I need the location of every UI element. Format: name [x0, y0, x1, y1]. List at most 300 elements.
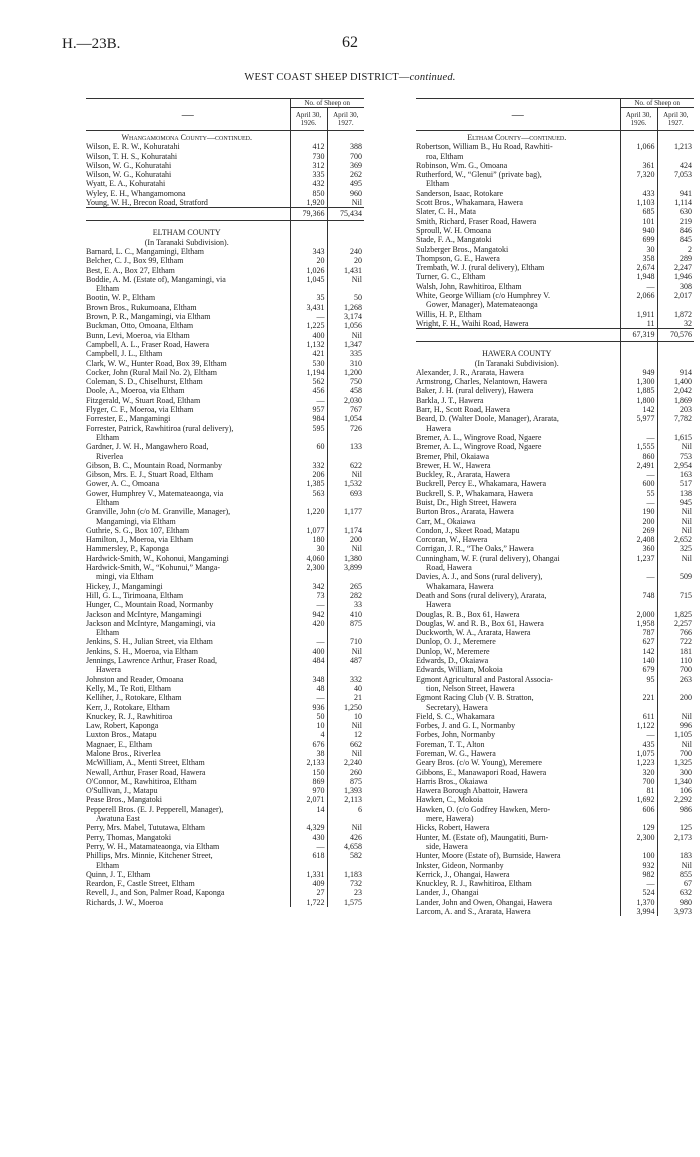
table-row	[86, 582, 364, 591]
sheep-1926-cell	[290, 572, 327, 581]
table-row	[86, 349, 364, 358]
sheep-1926-cell: 400	[290, 331, 327, 340]
table-row	[86, 628, 364, 637]
sheep-1927-cell: 260	[350, 767, 362, 777]
owner-cell: Pease Bros., Mangatoki	[86, 795, 162, 805]
owner-cell: Cocker, John (Rural Mail No. 2), Eltham	[86, 367, 217, 377]
sheep-1926-cell: 1,385	[290, 479, 327, 488]
owner-cell: Buckrell, S. P., Whakamara, Hawera	[416, 488, 533, 498]
owner-cell: Hawera	[426, 423, 451, 433]
owner-cell: Foreman, W. G., Hawera	[416, 749, 496, 758]
sheep-1927-cell: 183	[680, 851, 692, 861]
owner-cell: Eltham	[96, 284, 120, 294]
sheep-1926-cell: 412	[290, 142, 327, 151]
owner-cell: Reardon, F., Castle Street, Eltham	[86, 879, 195, 889]
owner-cell: Jackson and McIntyre, Mangamingi, via	[86, 618, 216, 628]
sheep-1926-cell	[620, 359, 657, 368]
sheep-1927-cell	[657, 814, 694, 823]
sheep-1927-cell	[327, 861, 364, 870]
sheep-1926-cell: 4,060	[290, 554, 327, 563]
sheep-1927-cell: 33	[354, 600, 362, 610]
sheep-1926-cell	[620, 684, 657, 693]
owner-cell: Phillips, Mrs. Minnie, Kitchener Street,	[86, 851, 213, 861]
table-row	[86, 461, 364, 470]
sheep-1926-cell: 606	[620, 805, 657, 814]
sheep-1927-cell: 21	[354, 693, 362, 703]
sheep-1926-cell: 2,491	[620, 461, 657, 470]
sheep-1927-cell: 700	[350, 151, 362, 161]
sheep-1927-cell: 1,869	[674, 395, 692, 405]
sheep-1927-cell: 2,292	[674, 795, 692, 805]
owner-cell: Slater, C. H., Mata	[416, 207, 476, 217]
table-row	[416, 396, 694, 405]
owner-cell: Forbes, J. and G. I., Normanby	[416, 721, 516, 731]
table-row	[416, 842, 694, 851]
sheep-1927-cell: 517	[680, 479, 692, 489]
table-row	[86, 198, 364, 208]
sheep-1927-cell: 855	[680, 869, 692, 879]
sheep-1927-cell: Nil	[351, 470, 362, 480]
sheep-1927-cell: 2,247	[674, 263, 692, 273]
sheep-1926-cell: 432	[290, 179, 327, 188]
sheep-1927-cell: 845	[680, 235, 692, 245]
sheep-group-header: No. of Sheep on	[290, 99, 364, 108]
sheep-1926-cell: 221	[620, 693, 657, 702]
sheep-1926-cell: 562	[290, 377, 327, 386]
owner-cell: Hawera	[96, 665, 121, 675]
table-row	[86, 321, 364, 330]
table-row	[416, 777, 694, 786]
sheep-1927-cell: 726	[350, 423, 362, 433]
table-row	[86, 591, 364, 600]
owner-cell: Eltham	[426, 179, 450, 189]
owner-cell: Luxton Bros., Matapu	[86, 730, 157, 740]
sheep-1926-cell: 48	[290, 684, 327, 693]
sheep-1926-cell	[290, 498, 327, 507]
sheep-1926-cell: 611	[620, 712, 657, 721]
table-row	[86, 470, 364, 479]
sheep-1926-cell: 2,066	[620, 291, 657, 300]
sheep-1926-cell	[620, 842, 657, 851]
owner-cell: Knuckey, R. J., Rawhitiroa	[86, 711, 173, 721]
table-row	[416, 730, 694, 739]
sheep-1927-cell: 1,393	[344, 786, 362, 796]
table-row	[86, 312, 364, 321]
table-row	[86, 777, 364, 786]
table-row	[416, 489, 694, 498]
table-row	[86, 684, 364, 693]
sheep-1927-cell: 2,240	[344, 758, 362, 768]
table-row	[416, 161, 694, 170]
sheep-1926-cell	[290, 238, 327, 247]
sheep-1926-cell: 81	[620, 786, 657, 795]
table-row	[416, 675, 694, 684]
sheep-1927-cell: 960	[350, 188, 362, 198]
sheep-1927-cell: 753	[680, 451, 692, 461]
sheep-1926-cell	[290, 131, 327, 143]
sheep-1927-cell: 1,183	[344, 869, 362, 879]
table-row	[416, 703, 694, 712]
owner-cell: Magnaer, E., Eltham	[86, 739, 153, 749]
owner-cell: Richards, J. W., Moeroa	[86, 897, 164, 907]
sheep-1926-cell: 699	[620, 235, 657, 244]
owner-cell: Wilson, E. R. W., Kohuratahi	[86, 142, 180, 152]
sheep-1927-cell: Nil	[681, 516, 692, 526]
sheep-1927-cell: 163	[680, 470, 692, 480]
table-row	[86, 721, 364, 730]
sheep-1926-cell	[290, 452, 327, 461]
table-row	[416, 572, 694, 581]
sheep-1926-cell: 20	[290, 256, 327, 265]
owner-cell: Forrester, E., Mangamingi	[86, 414, 171, 424]
sheep-1927-cell: 32	[684, 318, 692, 328]
owner-cell: Dunlop, W., Meremere	[416, 646, 490, 656]
table-row	[416, 179, 694, 188]
table-row	[416, 823, 694, 832]
sheep-1926-cell	[290, 861, 327, 870]
sheep-1926-cell: 949	[620, 368, 657, 377]
sheep-1927-cell: Nil	[681, 739, 692, 749]
owner-cell: Scott Bros., Whakamara, Hawera	[416, 198, 523, 208]
sheep-1927-cell: 6	[358, 804, 362, 814]
sheep-1926-cell: 942	[290, 610, 327, 619]
table-row	[416, 656, 694, 665]
sheep-1927-cell: 1,105	[674, 730, 692, 740]
sheep-1926-cell: 679	[620, 665, 657, 674]
owner-cell: Gibson, B. C., Mountain Road, Normanby	[86, 460, 222, 470]
sheep-1927-cell: 700	[680, 665, 692, 675]
sheep-1927-cell: 632	[680, 888, 692, 898]
name-column-header: —	[416, 99, 620, 131]
sheep-1926-cell: 101	[620, 217, 657, 226]
sheep-1927-cell: 1,347	[344, 339, 362, 349]
owner-cell: Revell, J., and Son, Palmer Road, Kaponga	[86, 888, 225, 898]
table-row	[416, 814, 694, 823]
owner-cell: O'Sullivan, J., Matapu	[86, 786, 158, 796]
sheep-1927-cell: 289	[680, 253, 692, 263]
sheep-1927-cell	[327, 452, 364, 461]
table-row	[86, 284, 364, 293]
owner-cell: Hicks, Robert, Hawera	[416, 823, 490, 833]
owner-cell: Harris Bros., Okaiawa	[416, 776, 488, 786]
sheep-1927-cell: 10	[354, 711, 362, 721]
table-row	[86, 396, 364, 405]
sheep-1926-cell: 430	[290, 833, 327, 842]
sheep-1927-cell: 693	[350, 488, 362, 498]
sheep-1926-cell: 400	[290, 647, 327, 656]
table-row	[416, 888, 694, 897]
sheep-group-header: No. of Sheep on	[620, 99, 694, 108]
owner-cell: Dunlop, O. J., Meremere	[416, 637, 496, 647]
sheep-1927-cell	[657, 424, 694, 433]
sheep-1926-cell: —	[290, 693, 327, 702]
owner-cell: Brown Bros., Rukumoana, Eltham	[86, 302, 197, 312]
table-row	[416, 498, 694, 507]
sheep-1926-cell	[290, 433, 327, 442]
owner-cell: Larcom, A. and S., Ararata, Hawera	[416, 907, 531, 917]
sheep-1926-cell: 50	[290, 712, 327, 721]
sheep-1927-cell: 3,174	[344, 312, 362, 322]
owner-cell: Edwards, D., Okaiawa	[416, 656, 489, 666]
sheep-1927-cell	[657, 359, 694, 368]
owner-cell: Gower, Manager), Matemateaonga	[426, 300, 538, 310]
sheep-1926-cell: 150	[290, 768, 327, 777]
sheep-1926-cell: 420	[290, 619, 327, 628]
owner-cell: Young, W. H., Brecon Road, Stratford	[86, 198, 208, 208]
owner-cell: Gibbons, E., Manawapori Road, Hawera	[416, 767, 547, 777]
sheep-1926-cell: 936	[290, 703, 327, 712]
table-row	[416, 359, 694, 368]
sheep-1926-cell: 360	[620, 544, 657, 553]
owner-cell: Perry, Mrs. Mabel, Tututawa, Eltham	[86, 823, 206, 833]
owner-cell: Wilson, T. H. S., Kohuratahi	[86, 151, 178, 161]
sheep-1927-cell: 846	[680, 225, 692, 235]
table-row	[86, 161, 364, 170]
sheep-1927-cell: 7,782	[674, 414, 692, 424]
sheep-1927-cell: 2,173	[674, 832, 692, 842]
owner-cell: Bunn, Levi, Moeroa, via Eltham	[86, 330, 190, 340]
table-row	[86, 452, 364, 461]
table-row	[416, 554, 694, 563]
sheep-1927-cell: 1,400	[674, 377, 692, 387]
table-row	[86, 665, 364, 674]
sheep-1927-cell: 265	[350, 581, 362, 591]
sheep-1926-cell: 3,431	[290, 303, 327, 312]
table-row	[86, 368, 364, 377]
sheep-1927-cell: 332	[350, 674, 362, 684]
table-row	[416, 740, 694, 749]
sheep-1926-cell: 1,075	[620, 749, 657, 758]
table-row	[86, 386, 364, 395]
sheep-1926-cell: 433	[620, 189, 657, 198]
owner-cell: Kerr, J., Rotokare, Eltham	[86, 702, 170, 712]
table-row	[86, 758, 364, 767]
sheep-1926-cell: —	[620, 730, 657, 739]
sheep-1927-cell	[657, 703, 694, 712]
sheep-1926-cell: 67,319	[620, 329, 657, 342]
col-1927-header: April 30, 1927.	[327, 108, 364, 131]
sheep-1927-cell: 2,257	[674, 618, 692, 628]
owner-cell: Kelliher, J., Rotokare, Eltham	[86, 693, 182, 703]
sheep-1927-cell	[657, 152, 694, 161]
table-row	[86, 179, 364, 188]
sheep-1926-cell: 4,329	[290, 823, 327, 832]
table-row	[416, 665, 694, 674]
table-row	[86, 805, 364, 814]
sheep-1926-cell: 343	[290, 247, 327, 256]
sheep-1927-cell	[657, 131, 694, 143]
table-row	[416, 142, 694, 151]
sheep-1926-cell: 1,300	[620, 377, 657, 386]
owner-cell: Hamilton, J., Moeroa, via Eltham	[86, 535, 194, 545]
sheep-1927-cell: 203	[680, 405, 692, 415]
table-row	[416, 721, 694, 730]
sheep-1926-cell: 10	[290, 721, 327, 730]
sheep-1926-cell: 982	[620, 870, 657, 879]
owner-cell: Boddie, A. M. (Estate of), Mangamingi, via	[86, 274, 226, 284]
owner-cell: Best, E. A., Box 27, Eltham	[86, 265, 175, 275]
sheep-1927-cell	[327, 131, 364, 143]
owner-cell: Jenkins, S. H., Julian Street, via Eltham	[86, 637, 213, 647]
owner-cell: Quinn, J. T., Eltham	[86, 869, 151, 879]
sheep-1926-cell: 1,132	[290, 340, 327, 349]
sheep-1926-cell: 100	[620, 851, 657, 860]
sheep-1927-cell: 509	[680, 572, 692, 582]
table-row	[416, 861, 694, 870]
sheep-1926-cell	[620, 703, 657, 712]
owner-cell: Field, S. C., Whakamara	[416, 711, 495, 721]
section-heading-row	[416, 131, 694, 143]
owner-cell: Whangamomona County—continued.	[121, 133, 253, 142]
sheep-1926-cell: 1,237	[620, 554, 657, 563]
col-1927-header: April 30, 1927.	[657, 108, 694, 131]
sheep-1926-cell: 563	[290, 489, 327, 498]
sheep-1926-cell: 335	[290, 170, 327, 179]
table-row	[416, 245, 694, 254]
sheep-1926-cell: 269	[620, 526, 657, 535]
sheep-1927-cell: Nil	[351, 544, 362, 554]
section-heading-row	[86, 226, 364, 237]
sheep-1927-cell	[327, 628, 364, 637]
sheep-1927-cell: 4,658	[344, 841, 362, 851]
sheep-1926-cell: 1,103	[620, 198, 657, 207]
table-row	[86, 256, 364, 265]
sheep-1927-cell: 662	[350, 739, 362, 749]
table-row	[86, 833, 364, 842]
sheep-1926-cell: 1,122	[620, 721, 657, 730]
sheep-1927-cell: 1,054	[344, 414, 362, 424]
owner-cell: Hunter, M. (Estate of), Maungatiti, Burn-	[416, 832, 549, 842]
sheep-table-right	[416, 98, 694, 916]
owner-cell: Willis, H. P., Eltham	[416, 309, 482, 319]
sheep-1926-cell: 3,994	[620, 907, 657, 916]
owner-cell: Perry, W. H., Matamateaonga, via Eltham	[86, 841, 220, 851]
sheep-1927-cell: 996	[680, 721, 692, 731]
page-number: 62	[342, 34, 358, 51]
sheep-1927-cell: Nil	[681, 442, 692, 452]
owner-cell: Forbes, John, Normanby	[416, 730, 496, 740]
owner-cell	[416, 329, 620, 342]
sheep-1927-cell: 1,575	[344, 897, 362, 907]
sheep-1927-cell	[657, 347, 694, 358]
sheep-1926-cell: 676	[290, 740, 327, 749]
owner-cell: tion, Nelson Street, Hawera	[426, 683, 515, 693]
table-row	[86, 554, 364, 563]
table-row	[86, 730, 364, 739]
sheep-1926-cell	[290, 628, 327, 637]
sheep-1926-cell: —	[620, 282, 657, 291]
table-row	[86, 442, 364, 451]
sheep-1926-cell	[290, 284, 327, 293]
left-column	[86, 98, 364, 1120]
table-row	[86, 331, 364, 340]
sheep-1927-cell	[657, 684, 694, 693]
table-row	[86, 851, 364, 860]
table-row	[416, 414, 694, 423]
sheep-1927-cell: 1,532	[344, 479, 362, 489]
owner-cell: Davies, A. J., and Sons (rural delivery),	[416, 572, 543, 582]
sheep-1927-cell: Nil	[351, 274, 362, 284]
sheep-1926-cell: 2,300	[290, 563, 327, 572]
owner-cell: Gibson, Mrs. E. J., Stuart Road, Eltham	[86, 470, 214, 480]
owner-cell: Beard, D. (Walter Doole, Manager), Ararata,	[416, 414, 559, 424]
sheep-1927-cell: 12	[354, 730, 362, 740]
table-row	[86, 517, 364, 526]
owner-cell: Buckley, R., Ararata, Hawera	[416, 470, 510, 480]
sheep-1926-cell: 1,220	[290, 507, 327, 516]
table-row	[416, 152, 694, 161]
table-row	[86, 861, 364, 870]
sheep-1926-cell: 95	[620, 675, 657, 684]
sheep-1926-cell: 524	[620, 888, 657, 897]
sheep-1927-cell: 388	[350, 142, 362, 152]
sheep-1926-cell: 1,958	[620, 619, 657, 628]
sheep-1927-cell: Nil	[351, 749, 362, 758]
owner-cell: Bremer, A. L., Wingrove Road, Ngaere	[416, 432, 542, 442]
sheep-1926-cell: 748	[620, 591, 657, 600]
owner-cell: roa, Eltham	[426, 151, 464, 161]
owner-cell: Wilson, W. G., Kohuratahi	[86, 160, 172, 170]
owner-cell: Carr, M., Okaiawa	[416, 516, 476, 526]
table-row	[416, 517, 694, 526]
total-row	[416, 329, 694, 342]
sheep-1927-cell: Nil	[351, 330, 362, 340]
table-row	[416, 600, 694, 609]
sheep-1927-cell: 20	[354, 256, 362, 266]
owner-cell: Sanderson, Isaac, Rotokare	[416, 188, 504, 198]
sheep-1926-cell: 1,026	[290, 266, 327, 275]
owner-cell: Bootin, W. P., Eltham	[86, 293, 156, 303]
table-row	[416, 535, 694, 544]
sheep-1927-cell: 300	[680, 767, 692, 777]
owner-cell: ELTHAM COUNTY	[152, 228, 221, 238]
sheep-1926-cell: 1,800	[620, 396, 657, 405]
owner-cell: Mangamingi, via Eltham	[96, 516, 176, 526]
sheep-1926-cell: 730	[290, 152, 327, 161]
table-row	[86, 152, 364, 161]
owner-cell: Foreman, T. T., Alton	[416, 739, 485, 749]
sheep-1927-cell: 308	[680, 281, 692, 291]
table-row	[416, 226, 694, 235]
table-row	[416, 647, 694, 656]
table-row	[86, 359, 364, 368]
table-row	[86, 814, 364, 823]
owner-cell: Buist, Dr., High Street, Hawera	[416, 497, 517, 507]
table-row	[416, 768, 694, 777]
owner-cell: Alexander, J. R., Ararata, Hawera	[416, 367, 524, 377]
table-row	[416, 684, 694, 693]
owner-cell: Hardwick-Smith, W., Kohonui, Mangamingi	[86, 553, 229, 563]
sheep-1927-cell: 1,174	[344, 525, 362, 535]
sheep-1926-cell: 11	[620, 319, 657, 329]
owner-cell: Perry, Thomas, Mangatoki	[86, 832, 172, 842]
table-row	[86, 563, 364, 572]
owner-cell: McWilliam, A., Menti Street, Eltham	[86, 758, 205, 768]
table-row	[416, 712, 694, 721]
owner-cell: Wyley, E. H., Whangamomona	[86, 188, 186, 198]
owner-cell: Hawken, O. (c/o Godfrey Hawken, Mero-	[416, 804, 551, 814]
sheep-1926-cell: 129	[620, 823, 657, 832]
owner-cell: Hawera	[426, 600, 451, 610]
owner-cell: Hawken, C., Mokoia	[416, 795, 483, 805]
owner-cell: Bremer, Phil, Okaiawa	[416, 451, 489, 461]
owner-cell: Road, Hawera	[426, 563, 472, 573]
table-row	[86, 823, 364, 832]
sheep-1926-cell	[290, 226, 327, 237]
table-row	[416, 898, 694, 907]
table-row	[86, 610, 364, 619]
sheep-1926-cell: 342	[290, 582, 327, 591]
